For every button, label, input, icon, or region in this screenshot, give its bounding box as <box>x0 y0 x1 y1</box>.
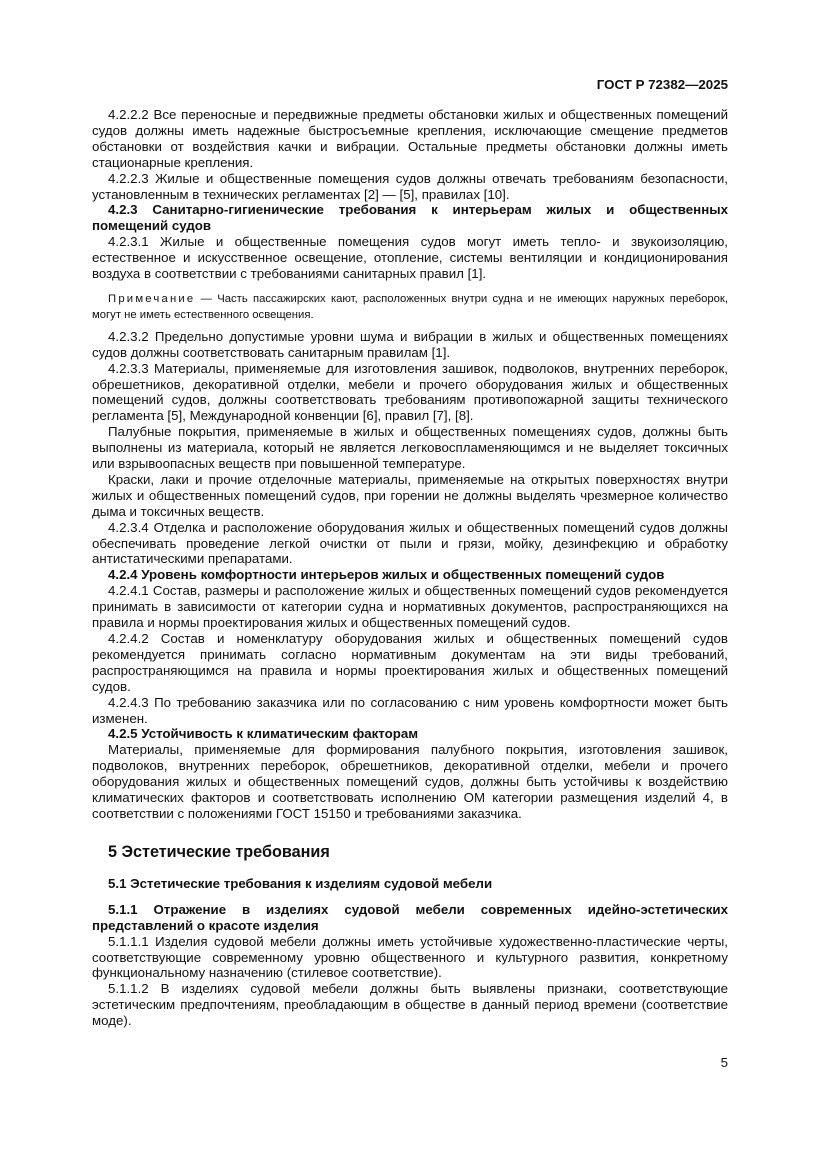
clause-5-1-1-2: 5.1.1.2 В изделиях судовой мебели должны быть выявлены признаки, соответствующие эстетическим предпочтениям, преобладающим в обществе в данный период времени (соответствие моде). <box>92 981 728 1029</box>
clause-4-2-2-3: 4.2.2.3 Жилые и общественные помещения судов должны отвечать требованиям безопасности, установленным в технических регламентах [2] — [5], правилах [10]. <box>92 170 728 202</box>
clause-4-2-2-2: 4.2.2.2 Все переносные и передвижные предметы обстановки жилых и общественных помещений судов должны иметь надежные быстросъемные крепления, исключающие смещение предметов обстановки от воздействия качки и вибрации. Остальные предметы обстановки должны иметь стационарные крепления. <box>92 107 728 170</box>
paragraph-paints: Краски, лаки и прочие отделочные материалы, применяемые на открытых поверхностях внутри жилых и общественных помещений судов, при горении не должны выделять чрезмерное количество дыма и токсичных веществ. <box>92 471 728 519</box>
clause-4-2-3-1: 4.2.3.1 Жилые и общественные помещения судов могут иметь тепло- и звукоизоляцию, естественное и искусственное освещение, отопление, системы вентиляции и кондиционирования воздуха в соответствии с требованиями санитарных правил [1]. <box>92 234 728 282</box>
note-text: — Часть пассажирских кают, расположенных внутри судна и не имеющих наружных переборок, могут не иметь естественного освещения. <box>92 292 728 321</box>
clause-4-2-4-2: 4.2.4.2 Состав и номенклатуру оборудования жилых и общественных помещений судов рекомендуется принимать согласно нормативным документам на эти виды требований, распространяющимся на правила и нормы проектирования жилых и общественных помещений судов. <box>92 631 728 694</box>
clause-4-2-4-3: 4.2.4.3 По требованию заказчика или по согласованию с ним уровень комфортности может быть изменен. <box>92 694 728 726</box>
clause-4-2-3-4: 4.2.3.4 Отделка и расположение оборудования жилых и общественных помещений судов должны обеспечивать проведение легкой очистки от пыли и грязи, мойку, дезинфекцию и обработку антистатическими препаратами. <box>92 519 728 567</box>
heading-4-2-3: 4.2.3 Санитарно-гигиенические требования к интерьерам жилых и общественных помещений судов <box>92 202 728 234</box>
document-body <box>92 107 728 1029</box>
section-5-title: 5 Эстетические требования <box>108 842 330 861</box>
document-id: ГОСТ Р 72382—2025 <box>596 77 728 92</box>
clause-4-2-4-1: 4.2.4.1 Состав, размеры и расположение жилых и общественных помещений судов рекомендуется принимать в зависимости от категории судна и нормативных документов, распространяющихся на правила и нормы проектирования жилых и общественных помещений судов. <box>92 583 728 631</box>
heading-5-1: 5.1 Эстетические требования к изделиям судовой мебели <box>108 875 493 891</box>
note-label: Примечание <box>108 292 196 305</box>
clause-5-1-1-1: 5.1.1.1 Изделия судовой мебели должны иметь устойчивые художественно-пластические черты, соответствующие современному уровню общественного и культурного развития, конкретному функциональному назначению (стилевое соответствие). <box>92 933 728 981</box>
page-number: 5 <box>720 1055 728 1070</box>
heading-4-2-5: 4.2.5 Устойчивость к климатическим факторам <box>108 726 419 742</box>
clause-4-2-5-text: Материалы, применяемые для формирования палубного покрытия, изготовления зашивок, подволоков, внутренних переборок, обрешетников, декоративной отделки, мебели и прочего оборудования жилых и общественных помещений судов, должны быть устойчивы к воздействию климатических факторов и соответствовать исполнению ОМ категории размещения изделий 4, в соответствии с положениями ГОСТ 15150 и требованиями заказчика. <box>92 742 728 821</box>
heading-4-2-4: 4.2.4 Уровень комфортности интерьеров жилых и общественных помещений судов <box>108 567 665 583</box>
paragraph-deck-coverings: Палубные покрытия, применяемые в жилых и общественных помещениях судов, должны быть выполнены из материала, который не является легковоспламеняющимся и не выделяет токсичных или взрывоопасных веществ при повышенной температуре. <box>92 424 728 472</box>
note <box>92 292 728 324</box>
clause-4-2-3-2: 4.2.3.2 Предельно допустимые уровни шума и вибрации в жилых и общественных помещениях судов должны соответствовать санитарным правилам [1]. <box>92 328 728 360</box>
clause-4-2-3-3: 4.2.3.3 Материалы, применяемые для изготовления зашивок, подволоков, внутренних переборок, обрешетников, декоративной отделки, мебели и прочего оборудования жилых и общественных помещений судов, должны соответствовать требованиям противопожарной защиты технического регламента [5], Международной конвенции [6], правил [7], [8]. <box>92 360 728 424</box>
heading-5-1-1: 5.1.1 Отражение в изделиях судовой мебели современных идейно-эстетических представлений о красоте изделия <box>92 901 728 933</box>
